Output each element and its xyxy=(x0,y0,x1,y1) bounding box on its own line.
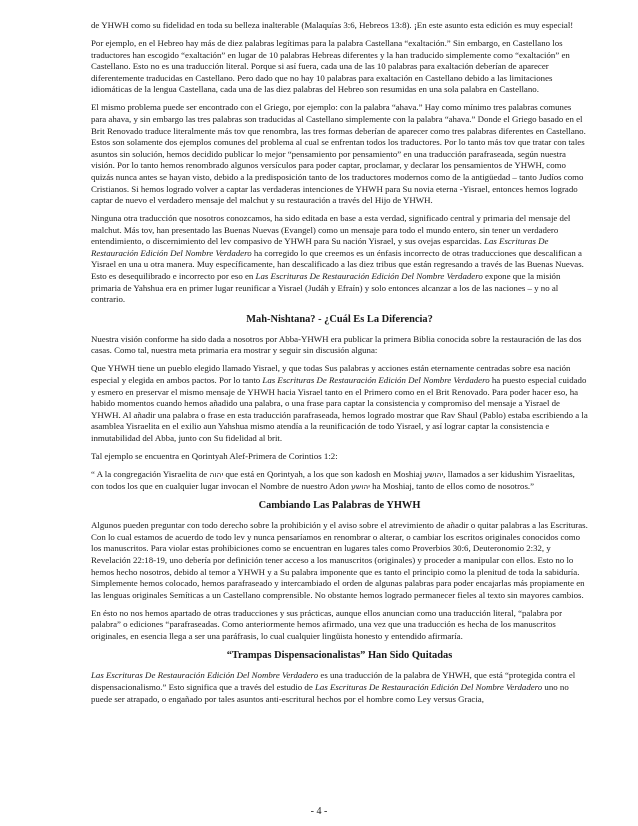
paragraph-text: ha corregido lo que creemos es un énfasis incorrecto de otras traducciones que descalifican a Yisrael en una u otra manera. Muy específicamente, han descalificado a las diez tribus que están regresando a través de las Buenas Nuevas. Esto es desequilibrado e incorrecto por eso en xyxy=(91,247,584,282)
book-title: Las Escrituras De Restauración Edición Del Nombre Verdadero xyxy=(91,236,549,258)
section-heading: Cambiando Las Palabras de YHWH xyxy=(258,500,421,512)
paragraph xyxy=(91,363,588,444)
paragraph-text: es una traducción de la palabra de YHWH, que está “protegida contra el dispensacionalismo.” Esto significa que a través del estudio de xyxy=(91,670,576,693)
quote-text: , llamados a ser kidushim Yisraelitas, con todos los que en cualquier lugar invocan el Nombre de nuestro Adon xyxy=(91,468,575,491)
paragraph: Tal ejemplo se encuentra en Qorintyah Alef-Primera de Corintios 1:2: xyxy=(91,450,338,461)
paragraph-text: ha puesto especial cuidado y esmero en preservar el mismo mensaje de YHWH hacia Yisrael tanto en el Primero como en el Brit Renovado. Para poder hacer eso, ha habido momentos cuando hemos añadido una palabra, o una frase para captar la consistencia y compromiso del mensaje a Yisrael de YHWH. Al añadir una palabra o frase en esta traducción parafraseada, hemos logrado mostrar que Rav Shaul (Pablo) estaba escribiendo a la asamblea Yisraelita en el exilio aun Yahshua mismo atendía a la reunificación de todo Yisrael, y así lograr captar la consistencia e inmutabilidad del Abba, junto con Su fidelidad al brit. xyxy=(91,375,588,443)
paragraph: Por ejemplo, en el Hebreo hay más de diez palabras legítimas para la palabra Castellana “exaltación.” Sin embargo, en Castellano los traductores han escogido “exaltación” en lugar de 10 palabras Hebreas diferentes y la han traducido simplemente como “exaltación” en Castellano. Esto no es una traducción literal. Porque si así fuera, cada una de las 10 palabras para exaltación deberían de aparecer diferentemente traducidas en Castellano. Pero dado que no hay 10 palabras para exaltación en Castellano debido a las limitaciones idiomáticas de la lengua Castellana, cada una de las diez palabras del Hebreo son resumidas en una sola palabra en Castellano. xyxy=(91,37,570,95)
paragraph: de YHWH como su fidelidad en toda su belleza inalterable (Malaquías 3:6, Hebreos 13:8). ¡En este asunto esta edición es muy especial! xyxy=(91,20,574,30)
quote-text: que está en Qorintyah, a los que son kadosh en Moshiaj xyxy=(223,468,425,479)
paragraph: Nuestra visión conforme ha sido dada a nosotros por Abba-YHWH era publicar la primera Biblia conocida sobre la restauración de las dos casas. Como tal, nuestra meta primaria era mostrar y seguir sin discusión alguna: xyxy=(91,333,582,356)
paragraph-text: Que YHWH tiene un pueblo elegido llamado Yisrael, y que todas Sus palabras y acciones están eternamente centradas sobre esa nación especial y elegida en ambos pactos. Por lo tanto xyxy=(91,363,571,385)
hebrew-name: יהוה xyxy=(209,469,224,479)
hebrew-name: יהושע xyxy=(424,469,444,479)
quote-text: ha Moshiaj, tanto de ellos como de nosotros.” xyxy=(369,480,535,491)
quote-text: “ A la congregación Yisraelita de xyxy=(91,468,210,479)
paragraph: Algunos pueden preguntar con todo derecho sobre la prohibición y el aviso sobre el atrevimiento de añadir o quitar palabras a las Escrituras. Con lo cual estamos de acuerdo de todo lev y nunca pensaríamos en renombrar o alterar, o cambiar los escritos originales conocidos como los manuscritos. Para violar estas prohibiciones como se encuentran en lugares tales como Proverbios 30:6, Deuteronomio 2:32, y Revelación 22:18-19, uno debería por definición tener acceso a los manuscritos (originales) y proceder a manipular con ellos. Esto no lo hemos hecho nosotros, debido al temor a YHWH y a Su palabra imponente que es tanto el principio como la plenitud de toda la sabiduría. Simplemente hemos colocado, hemos parafraseado y intercambiado el orden de algunas palabras para poder encajarlas más propiamente en las lenguas originales Semíticas a un Castellano comprensible. No obstante hemos logrado permanecer fieles al texto sin mayores cambios. xyxy=(91,520,588,600)
book-title: Las Escrituras De Restauración Edición Del Nombre Verdadero xyxy=(314,682,543,693)
section-heading: Mah-Nishtana? - ¿Cuál Es La Diferencia? xyxy=(246,313,433,325)
hebrew-name: יהושע xyxy=(351,481,370,491)
book-title: Las Escrituras De Restauración Edición Del Nombre Verdadero xyxy=(91,670,319,681)
paragraph: El mismo problema puede ser encontrado con el Griego, por ejemplo: con la palabra “ahava.” Hay como mínimo tres palabras comunes para ahava, y sin embargo las tres palabras son traducidas al Castellano simplemente con la palabra “ahava.” Donde el Griego basado en el Brit Renovado traduce literalmente más tov que renombra, las tres formas deberían de aparecer como tres palabras diferentes en Castellano. Estos son solamente dos ejemplos comunes del problema al cual se enfrentan todos los traductores. Por lo tanto más tov que tratar con tales asuntos sin solución, hemos decidido publicar lo mejor “pensamiento por pensamiento” en una traducción parafraseada, según nuestra visión. Por lo tanto hemos renombrado algunos versículos para poder captar, proclamar, y declarar los pensamientos de YHWH, como quizás nunca antes se hayan visto, debido a la predisposición tanto de los traductores modernos como de la antigüedad – tanto Judíos como Cristianos. Si hemos logrado volver a captar las verdaderas intenciones de YHWH para Su novia eterna -Yisrael, entonces hemos logrado captar de nuevo el verdadero mensaje del malchut y su restauración a través del Hijo de YHWH. xyxy=(91,102,586,206)
scripture-quote xyxy=(91,469,588,492)
paragraph xyxy=(91,670,588,705)
book-title: Las Escrituras De Restauración Edición Del Nombre Verdadero xyxy=(262,375,490,385)
paragraph-text: uno no puede ser atrapado, o engañado por tales asuntos anti-escritural hechos por el hombre como Ley versus Gracia, xyxy=(91,682,569,704)
book-title: Las Escrituras De Restauración Edición Del Nombre Verdadero xyxy=(255,271,483,282)
page-number: - 4 - xyxy=(310,806,328,817)
paragraph-text: expone que la misión primaria de Yahshua era en primer lugar reunificar a Yisrael (Judáh y Efraín) y solo entonces alcanzar a los de las naciones – y no al contrario. xyxy=(91,271,561,305)
paragraph: En ésto no nos hemos apartado de otras traducciones y sus prácticas, aunque ellos anuncian como una traducción literal, “palabra por palabra” o ediciones “parafraseadas. Como anteriormente hemos afirmado, una vez que una traducción es hecha de los manuscritos originales, en esencia llega a ser una paráfrasis, lo cual cualquier lingüista honesto y entendido afirmaría. xyxy=(91,607,563,641)
paragraph-text: Ninguna otra traducción que nosotros conozcamos, ha sido editada en base a esta verdad, significado central y primaria del mensaje del malchut. Más tov, han presentado las Buenas Nuevas (Evangel) como un mensaje para todo el mundo entero, sin tener un verdadero entendimiento, o discernimiento del lev compasivo de YHWH para Su nación Yisrael, y sus ovejas esparcidas. xyxy=(91,213,571,247)
section-heading: “Trampas Dispensacionalistas” Han Sido Quitadas xyxy=(226,650,453,662)
paragraph xyxy=(91,213,588,306)
